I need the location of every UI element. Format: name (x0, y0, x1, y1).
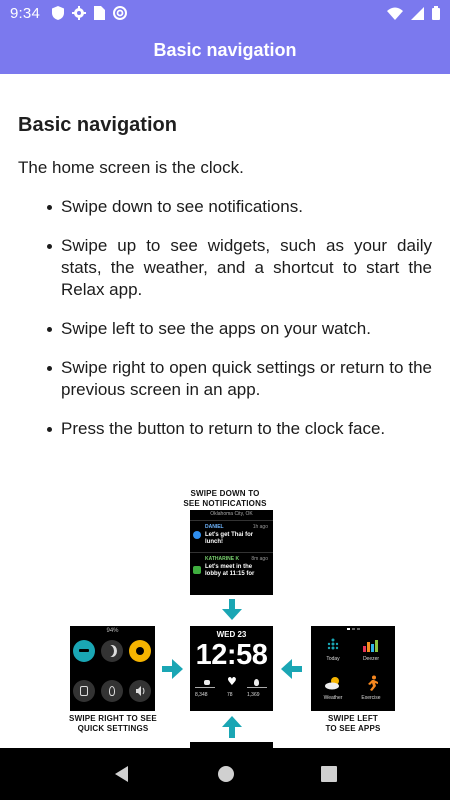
qs-battery: 94% (106, 628, 119, 634)
messenger-icon (193, 531, 201, 539)
bullet-dot (47, 427, 52, 432)
chat-icon (193, 566, 201, 574)
app-label-exercise: Exercise (361, 695, 381, 701)
notif-divider (190, 520, 273, 521)
notifications-screen (190, 510, 273, 595)
app-label-today: Today (326, 656, 340, 662)
caption-swipe-down: SWIPE DOWN TO SEE NOTIFICATIONS (183, 489, 267, 508)
list-item: Swipe right to open quick settings or return to the previous screen in an app. (18, 357, 432, 401)
bullet-list (18, 196, 432, 440)
status-bar (0, 0, 450, 26)
status-right-icons (387, 6, 440, 20)
article-content[interactable] (0, 74, 450, 748)
notification-item: DANIEL 1h ago Let's get Thai for lunch! (190, 524, 273, 550)
flame-icon (254, 679, 259, 686)
always-on-icon (73, 680, 95, 702)
bullet-dot (47, 327, 52, 332)
shield-icon (52, 6, 64, 20)
signal-icon (411, 7, 424, 20)
gear-icon (72, 6, 86, 20)
status-time: 9:34 (10, 4, 40, 22)
water-lock-icon (101, 680, 123, 702)
home-icon[interactable] (217, 765, 235, 783)
status-icons (52, 6, 127, 20)
today-app-icon (326, 638, 340, 652)
stat-steps: 8,348 (195, 692, 208, 698)
at-icon (113, 6, 127, 20)
notif-location: Oklahoma City, OK (210, 511, 253, 517)
list-item: Swipe left to see the apps on your watch. (18, 318, 432, 340)
article-lead: The home screen is the clock. (18, 158, 244, 177)
app-bar-title: Basic navigation (153, 39, 297, 60)
sim-icon (94, 6, 105, 20)
clock-time: 12:58 (195, 639, 268, 671)
arrow-down-icon (222, 599, 242, 621)
recents-icon[interactable] (321, 766, 337, 782)
app-bar (0, 26, 450, 74)
battery-icon (432, 6, 440, 20)
dnd-toggle-icon (73, 640, 95, 662)
exercise-app-icon (364, 675, 380, 691)
clock-date: WED 23 (216, 630, 247, 639)
sleep-mode-icon (101, 640, 123, 662)
app-label-weather: Weather (323, 695, 343, 701)
app-label-deezer: Deezer (362, 656, 380, 662)
caption-swipe-right: SWIPE RIGHT TO SEE QUICK SETTINGS (69, 714, 157, 733)
bullet-dot (47, 366, 52, 371)
caption-swipe-left: SWIPE LEFT TO SEE APPS (325, 714, 381, 733)
arrow-left-icon (280, 659, 302, 679)
bullet-dot (47, 244, 52, 249)
list-item: Swipe up to see widgets, such as your daily stats, the weather, and a shortcut to start the Relax app. (18, 235, 432, 301)
weather-app-icon (324, 676, 342, 690)
stat-heart-rate: 78 (227, 692, 233, 698)
navigation-diagram (0, 486, 450, 748)
quick-settings-screen (70, 626, 155, 711)
volume-icon (129, 680, 151, 702)
clock-progress-bar (247, 687, 267, 688)
navigation-bar (0, 748, 450, 800)
list-item: Swipe down to see notifications. (18, 196, 432, 218)
notif-divider (190, 552, 273, 553)
page-dots (347, 628, 359, 630)
steps-icon (204, 680, 210, 685)
list-item: Press the button to return to the clock face. (18, 418, 432, 440)
wifi-icon (387, 7, 403, 20)
bullet-dot (47, 205, 52, 210)
clock-screen (190, 626, 273, 711)
apps-screen (311, 626, 395, 711)
notification-item: KATHARINE K 8m ago Let's meet in the lobby at 11:15 for (190, 556, 273, 586)
arrow-up-icon (222, 716, 242, 738)
arrow-right-icon (162, 659, 184, 679)
heart-icon: ♥ (227, 675, 237, 688)
article-heading: Basic navigation (18, 114, 177, 136)
deezer-app-icon (363, 638, 379, 652)
stat-calories: 1,369 (247, 692, 260, 698)
clock-progress-bar (195, 687, 215, 688)
screen-wake-icon (129, 640, 151, 662)
back-icon[interactable] (113, 765, 131, 783)
